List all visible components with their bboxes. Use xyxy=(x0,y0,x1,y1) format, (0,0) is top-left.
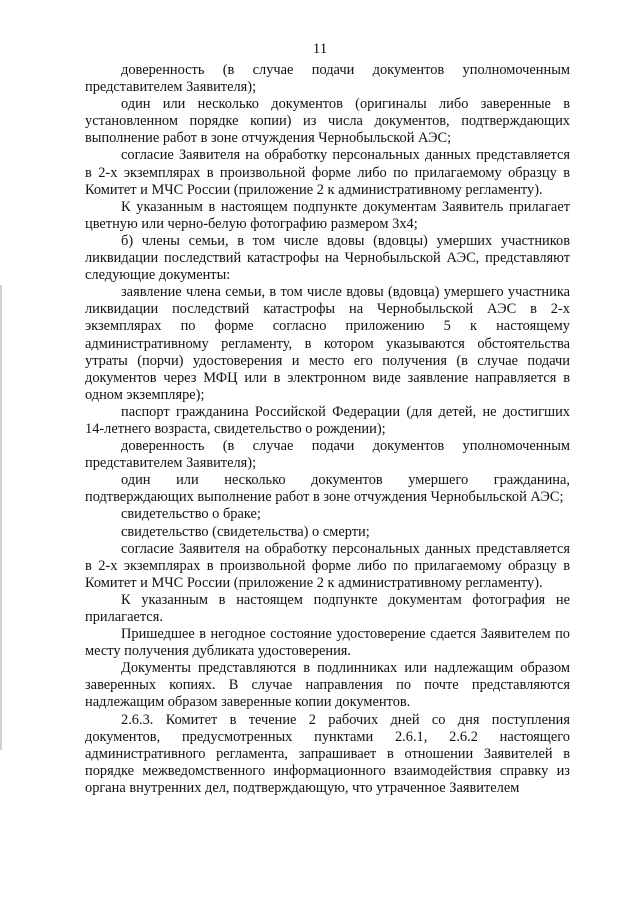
paragraph: один или несколько документов (оригиналы либо заверенные в установленном порядке копии) из числа документов, подтверждающих выполнение работ в зоне отчуждения Чернобыльской АЭС; xyxy=(85,96,570,147)
document-body xyxy=(85,62,570,797)
paragraph: согласие Заявителя на обработку персональных данных представляется в 2-х экземплярах в произвольной форме либо по прилагаемому образцу в Комитет и МЧС России (приложение 2 к административному регламенту). xyxy=(85,147,570,198)
paragraph: 2.6.3. Комитет в течение 2 рабочих дней со дня поступления документов, предусмотренных пунктами 2.6.1, 2.6.2 настоящего административного регламента, запрашивает в отношении Заявителей в порядке межведомственного информационного взаимодействия справку из органа внутренних дел, подтверждающую, что утраченное Заявителем xyxy=(85,711,570,796)
paragraph: свидетельство о браке; xyxy=(121,506,261,523)
page-number: 11 xyxy=(312,41,328,57)
paragraph: б) члены семьи, в том числе вдовы (вдовцы) умерших участников ликвидации последствий катастрофы на Чернобыльской АЭС, представляют следующие документы: xyxy=(85,232,570,284)
paragraph: согласие Заявителя на обработку персональных данных представляется в 2-х экземплярах в произвольной форме либо по прилагаемому образцу в Комитет и МЧС России (приложение 2 к административному регламенту). xyxy=(85,540,570,591)
paragraph: К указанным в настоящем подпункте документам фотография не прилагается. xyxy=(85,591,570,625)
paragraph: доверенность (в случае подачи документов уполномоченным представителем Заявителя); xyxy=(85,438,570,472)
paragraph: заявление члена семьи, в том числе вдовы (вдовца) умершего участника ликвидации последствий катастрофы на Чернобыльской АЭС в 2-х экземплярах по форме согласно приложению 5 к настоящему административному регламенту, в котором указываются обстоятельства утраты (порчи) удостоверения и место его получения (в случае подачи документов через МФЦ или в электронном виде заявление направляется в одном экземпляре); xyxy=(85,284,570,403)
paragraph: Пришедшее в негодное состояние удостоверение сдается Заявителем по месту получения дубликата удостоверения. xyxy=(85,626,570,660)
paragraph: К указанным в настоящем подпункте документам Заявитель прилагает цветную или черно-белую фотографию размером 3х4; xyxy=(85,198,570,232)
paragraph: один или несколько документов умершего гражданина, подтверждающих выполнение работ в зоне отчуждения Чернобыльской АЭС; xyxy=(85,472,570,506)
paragraph: свидетельство (свидетельства) о смерти; xyxy=(121,523,370,540)
scan-edge-mark xyxy=(0,285,2,750)
paragraph: доверенность (в случае подачи документов уполномоченным представителем Заявителя); xyxy=(85,62,570,96)
paragraph: паспорт гражданина Российской Федерации (для детей, не достигших 14-летнего возраста, свидетельство о рождении); xyxy=(85,403,570,437)
paragraph: Документы представляются в подлинниках или надлежащим образом заверенных копиях. В случае направления по почте представляются надлежащим образом заверенные копии документов. xyxy=(85,660,570,711)
